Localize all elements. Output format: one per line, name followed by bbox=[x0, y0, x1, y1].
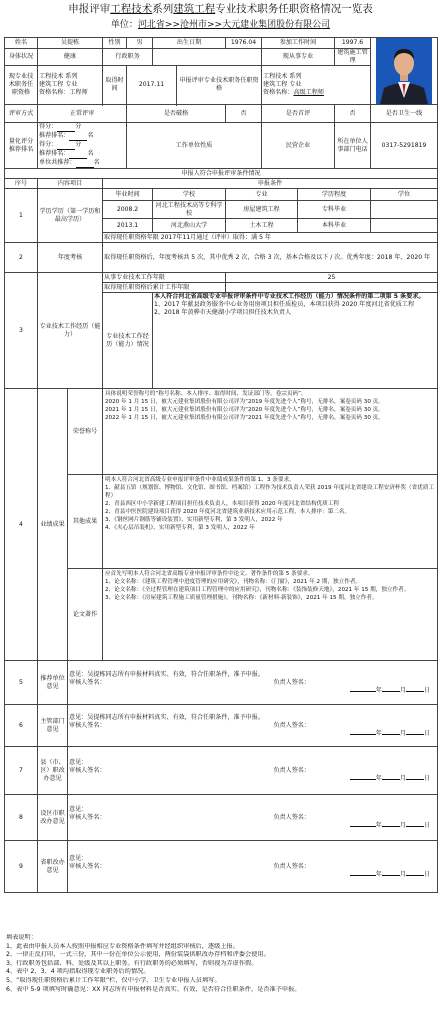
department-opinion: 意见：吴提栋同志所有申报材料真实、有效，符合任职条件，准予申报。 审核人签名： 负责人签名： 年 月 日 bbox=[68, 705, 438, 747]
opinion-row: 5 推荐单位意见 意见：吴提栋同志所有申报材料真实、有效，符合任职条件，准予申报。 审核人签名： 负责人签名： 年 月 日 bbox=[5, 661, 438, 705]
document-title: 申报评审工程技术系列建筑工程专业技术职务任职资格情况一览表 bbox=[68, 3, 373, 15]
opinion-row: 6 主管部门意见 意见：吴提栋同志所有申报材料真实、有效，符合任职条件，准予申报。 审核人签名： 负责人签名： 年 月 日 bbox=[5, 705, 438, 747]
instruction-line: 1、此表由申报人员本人按照申报相应专业资格条件填写并经组织审核后，逐级上报。 bbox=[6, 942, 239, 950]
name-value: 吴提栋 bbox=[38, 38, 103, 49]
instruction-line: 2、一律正反打印，一式三份，其中一份在单位公示使用，两份装袋供职改办存档和评委会使用。 bbox=[6, 951, 270, 959]
instruction-line: 3、行政职务包括部、科、处级及其以上职务。有行政职务的必须填写，否则视为弄虚作假。 bbox=[6, 959, 258, 967]
applicant-photo bbox=[376, 38, 432, 104]
qualification-time: 2017.11 bbox=[127, 66, 177, 105]
recommend-opinion: 意见：吴提栋同志所有申报材料真实、有效，符合任职条件，准予申报。 审核人签名： 负责人签名： 年 月 日 bbox=[68, 661, 438, 705]
apply-qualification: 工程技术 系列 建筑工程 专业 资格名称：高级工程师 bbox=[262, 66, 371, 105]
series-field: 工程技术 bbox=[110, 3, 153, 15]
papers-detail: 应首先写明本人符合河北省高级专业申报评审条件中论文、著作条件的第 5 条要求。 1、论文名称：《建筑工程管理中进度管理的应用研究》，刊物名称：《门窗》，2021 年 2 期，独立作者。 2、论文名称：《全过程管理在建筑项目工程管理中的应用研究》，刊物名称：《装饰装修天地》，2021 年 15 期，独立作者。 3、论文名称：《房屋建筑工程施工质量管理措施》，刊物名称：《新材料·新装饰》，2021 年 15 期，独立作者。 bbox=[103, 569, 438, 661]
province-opinion: 意见： 审核人签名： 负责人签名： 年 月 日 bbox=[68, 841, 438, 893]
hr-phone: 0317-5291819 bbox=[371, 123, 438, 169]
current-qualification: 工程技术 系列 建筑工程 专业 资格名称：工程师 bbox=[38, 66, 103, 105]
unit-line: 单位：河北省>>沧州市>>大元建业集团股份有限公司 bbox=[110, 20, 331, 30]
qualification-years: 取得现任职资格年限 2017年11月通过（评审）取得；满 5 年 bbox=[103, 233, 438, 243]
job-value: 建筑施工管理 bbox=[335, 49, 371, 66]
instructions-title: 填表说明： bbox=[6, 934, 37, 941]
county-opinion: 意见： 审核人签名： 负责人签名： 年 月 日 bbox=[68, 747, 438, 795]
instruction-line: 5、“取得现任职资格后累计工作年限”栏，仅中小学、卫生专业申报人员填写。 bbox=[6, 976, 221, 984]
first-review-value: 否 bbox=[335, 105, 371, 123]
section-header: 申报人符合申报评审条件情况 bbox=[5, 169, 438, 179]
other-achievements: 明本人符合河北省高级专业申报评审条件中业绩成果条件的第 1、3 条要求。 1、献县五馆（规划馆、博物馆、文化馆、图书馆、档案馆）工程作为技术负责人荣获 2019 年度河北省建设工程安济杯奖（省优质工程） 2、青县西区中小学新建工程项目担任技术负责人，本项目获得 2020 年度河北省结构优质工程 2、青县中医医院建设项目获得 2020 年度河北省建筑业新技术应用示范工程，本人排序：第二名。 3、《钢丝网片钢筋等铺设装置》，实用新型专利，第 3 发明人，2022 年 4、《夹心层吊装机》，实用新型专利，第 3 发明人，2022 年 bbox=[103, 475, 438, 569]
work-experience-label: 专业技术工作经历（能力） bbox=[38, 273, 103, 389]
education-label: 学历学历（第一学历和最高学历） bbox=[38, 189, 103, 243]
opinion-row: 7 县（市、区）职改办意见 意见： 审核人签名： 负责人签名： 年 月 日 bbox=[5, 747, 438, 795]
unit-nature: 民营企业 bbox=[262, 123, 335, 169]
form-instructions bbox=[6, 934, 436, 994]
work-years: 25 bbox=[226, 273, 438, 283]
specialty-field: 建筑工程 bbox=[173, 3, 216, 15]
annual-assessment: 取得现任职资格后，年度考核共 5 次，其中优秀 2 次，合格 3 次，基本合格及以下 / 次。优秀年度：2018 年、2020 年 bbox=[103, 243, 438, 273]
work-start-value: 1997.6 bbox=[335, 38, 371, 49]
review-mode: 正常评审 bbox=[38, 105, 127, 123]
city-opinion: 意见： 审核人签名： 负责人签名： 年 月 日 bbox=[68, 795, 438, 841]
education-row: 2013.1 河北燕山大学 土木工程 本科毕业 bbox=[5, 219, 438, 233]
score-ranking: 得分： 分 推荐排名： 名 得分： 分 推荐排名： 名 单位共推荐： 名 bbox=[38, 123, 127, 169]
honor-detail: 具体说明荣誉称号的“称号名称、本人排序、取得时间、发证部门等，卷宗页码”。 2020 年 1 月 15 日，被大元建业集团股份有限公司评为“2019 年度先进个人”称号，无排名，案卷页码 30 页。 2021 年 1 月 15 日，被大元建业集团股份有限公司评为“2020 年度先进个人”称号，无排名，案卷页码 30 页。 2022 年 1 月 15 日，被大元建业集团股份有限公司评为“2021 年度先进个人”称号，无排名，案卷页码 30 页。 bbox=[103, 389, 438, 475]
photo-cell bbox=[371, 38, 438, 105]
education-row: 2008.2 河北工程技术高等专科学校 房屋建筑工程 专科毕业 bbox=[5, 201, 438, 219]
company-name: 大元建业集团股份有限公司 bbox=[222, 20, 331, 30]
achievements-label: 业绩成果 bbox=[38, 389, 68, 661]
break-value: 否 bbox=[226, 105, 262, 123]
sex-value: 男 bbox=[127, 38, 153, 49]
instruction-line: 6、表中 5-9 项填写时确意见：XX 同志所有申报材料是否真实、有效，是否符合任职条件，是否准予申报。 bbox=[6, 985, 301, 993]
work-experience-detail: 本人符合河北省高级专业申报评审条件中专业技术工作经历（能力）情况条件的第二项第 5 条要求。 1、2017 年献县政务服务中心业务用房项目担任质检员，本项目获得 2020 年度河北省优质工程 2、2018 年黄骅市天健湖小学项目担任技术负责人 bbox=[153, 293, 438, 389]
opinion-row: 8 设区市职改办意见 意见： 审核人签名： 负责人签名： 年 月 日 bbox=[5, 795, 438, 841]
instruction-line: 4、表中 2、3、4 项均指取得现专业职务后的情况。 bbox=[6, 968, 150, 976]
opinion-row: 9 省职改办意见 意见： 审核人签名： 负责人签名： 年 月 日 bbox=[5, 841, 438, 893]
birth-value: 1976.04 bbox=[226, 38, 262, 49]
admin-value bbox=[153, 49, 262, 66]
qualification-table: 姓名 吴提栋 性别 男 出生日期 1976.04 参加工作时间 1997.6 身体状况 健康 行政职务 现从事专业 建筑施工管理 现专业技术职务任职资格 工程技术 系列 建筑工程 专业 资格名称：工程师 取得时间 2017.11 申报评审专业技术职务任职资格 工程技术 系列 建筑工程 专业 资格名称：高级工程师 评审方式 正常评审 是否破格 否 是否首评 否 是否卫生一线 量化评分推荐排名 得分： 分 推荐排名： 名 得分： 分 推荐排名： 名 单位共推荐： 名 工作单位性质 民营企业 所在单位人事部门电话 0317-5291819 申报人符合申报评审条件情况 序号 内容项目 申报条件 1 学历学历（第一学历和最高学历） 毕业时间 学校 专业 学历程度 学位 2008.2 河北工程技术高等专科学校 房屋建筑工程 专科毕业 2013.1 河北燕山大学 土木工程 本科毕业 取得现任职资格年限 2017年11月通过（评审）取得；满 5 年 2 年度考核 取得现任职资格后，年度考核共 5 次，其中优秀 2 次，合格 3 次，基本合格及以下 / 次。优秀年度：2018 年、2020 年 3 专业技术工作经历（能力） 从事专业技术工作年限 25 取得现任职资格后累计工作年限 专业技术工作经历（能力）情况 本人符合河北省高级专业申报评审条件中专业技术工作经历（能力）情况条件的第二项第 5 条要求。 1、2017 年献县政务服务中心业务用房项目担任质检员，本项目获得 2020 年度河北省优质工程 2、2018 年黄骅市天健湖小学项目担任技术负责人 4 业绩成果 荣誉称号 具体说明荣誉称号的“称号名称、本人排序、取得时间、发证部门等，卷宗页码”。 2020 年 1 月 15 日，被大元建业集团股份有限公司评为“2019 年度先进个人”称号，无排名，案卷页码 30 页。 2021 年 1 月 15 日，被大元建业集团股份有限公司评为“2020 年度先进个人”称号，无排名，案卷页码 30 页。 2022 年 1 月 15 日，被大元建业集团股份有限公司评为“2021 年度先进个人”称号，无排名，案卷页码 30 页。 其他成果 明本人符合河北省高级专业申报评审条件中业绩成果条件的第 1、3 条要求。 1、献县五馆（规划馆、博物馆、文化馆、图书馆、档案馆）工程作为技术负责人荣获 2019 年度河北省建设工程安济杯奖（省优质工程） 2、青县西区中小学新建工程项目担任技术负责人，本项目获得 2020 年度河北省结构优质工程 2、青县中医医院建设项目获得 2020 年度河北省建筑业新技术应用示范工程，本人排序：第二名。 3、《钢丝网片钢筋等铺设装置》，实用新型专利，第 3 发明人，2022 年 4、《夹心层吊装机》，实用新型专利，第 3 发明人，2022 年 论文著作 应首先写明本人符合河北省高级专业申报评审条件中论文、著作条件的第 5 条要求。 1、论文名称：《建筑工程管理中进度管理的应用研究》，刊物名称：《门窗》，2021 年 2 期，独立作者。 2、论文名称：《全过程管理在建筑项目工程管理中的应用研究》，刊物名称：《装饰装修天地》，2021 年 15 期，独立作者。 3、论文名称：《房屋建筑工程施工质量管理措施》，刊物名称：《新材料·新装饰》，2021 年 15 期，独立作者。 5 推荐单位意见 意见：吴提栋同志所有申报材料真实、有效，符合任职条件，准予申报。 审核人签名： 负责人签名： 年 月 日 6 主管部门意见 意见：吴提栋同志所有申报材料真实、有效，符合任职条件，准予申报。 审核人签名： 负责人签名： 年 月 日 7 县（市、区）职改办意见 意见： 审核人签名： 负责人签名： 年 月 日 8 设区市职改办意见 意见： 审核人签名： 负责人签名： 年 月 日 9 省职改办意见 意见： 审核人签名： 负责人签名： 年 月 日 bbox=[4, 37, 438, 893]
health-value: 健康 bbox=[38, 49, 103, 66]
apply-title: 高级工程师 bbox=[293, 89, 324, 96]
name-label: 姓名 bbox=[5, 38, 38, 49]
